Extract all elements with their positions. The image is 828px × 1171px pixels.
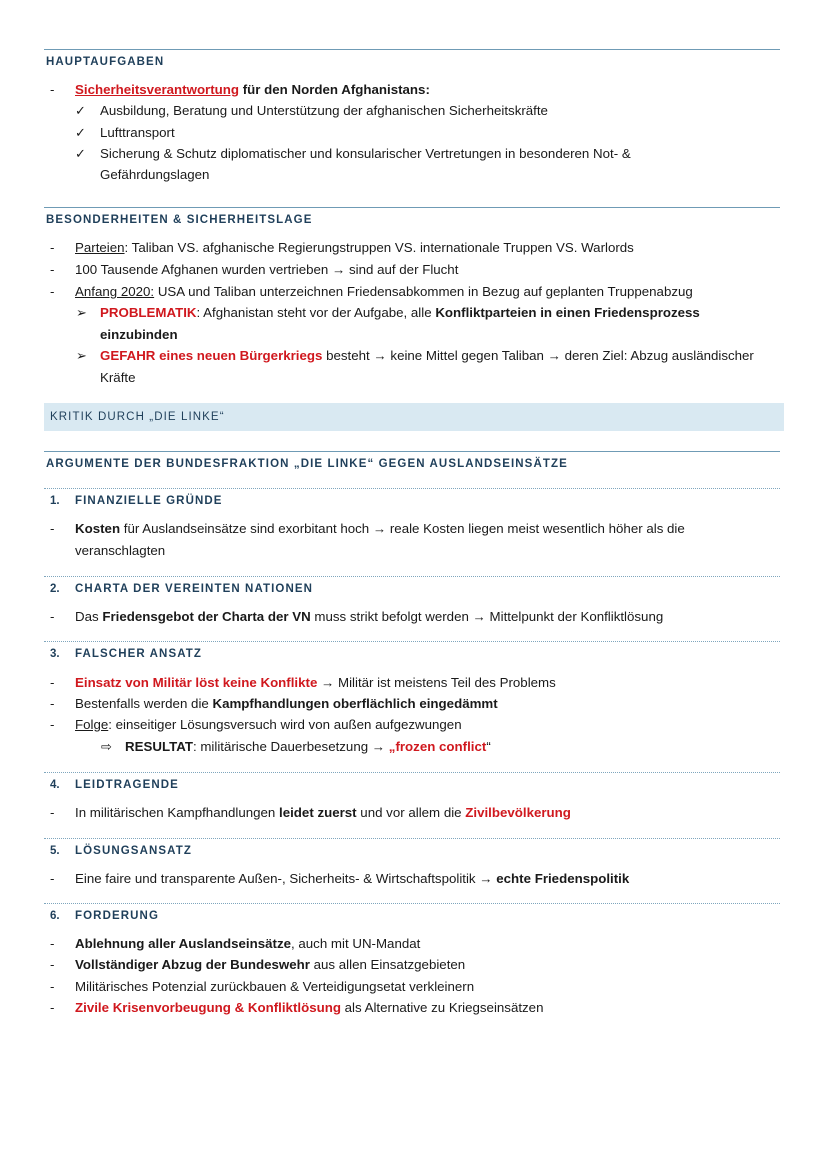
dotted-rule xyxy=(44,772,780,773)
section-rule xyxy=(44,49,780,50)
bullet-dash: - xyxy=(50,284,55,299)
outline-arrow-icon: ⇨ xyxy=(101,739,112,754)
dotted-rule xyxy=(44,838,780,839)
list-item: Lufttransport xyxy=(100,125,175,140)
bullet-dash: - xyxy=(50,957,55,972)
chapter-title: KRITIK DURCH „DIE LINKE“ xyxy=(50,411,225,423)
bestenfalls-line: Bestenfalls werden die Kampfhandlungen oberflächlich eingedämmt xyxy=(75,696,498,711)
bullet-dash: - xyxy=(50,936,55,951)
forderung-line: Ablehnung aller Auslandseinsätze, auch mit UN-Mandat xyxy=(75,936,421,951)
einsatz-line: Einsatz von Militär löst keine Konflikte → Militär ist meistens Teil des Problems xyxy=(75,675,556,690)
heading-number: 1. xyxy=(50,495,60,507)
subheading-forderung: FORDERUNG xyxy=(75,910,160,922)
problematik-continuation: einzubinden xyxy=(100,327,178,342)
arrowhead-bullet-icon: ➢ xyxy=(76,348,87,363)
bullet-dash: - xyxy=(50,521,55,536)
forderung-line: Zivile Krisenvorbeugung & Konfliktlösung als Alternative zu Kriegseinsätzen xyxy=(75,1000,544,1015)
kosten-continuation: veranschlagten xyxy=(75,543,166,558)
bullet-dash: - xyxy=(50,805,55,820)
list-item-continuation: Gefährdungslagen xyxy=(100,167,210,182)
dotted-rule xyxy=(44,576,780,577)
bullet-dash: - xyxy=(50,717,55,732)
section-title-besonderheiten: BESONDERHEITEN & SICHERHEITSLAGE xyxy=(46,214,313,226)
kosten-line: Kosten für Auslandseinsätze sind exorbitant hoch → reale Kosten liegen meist wesentlich höher als die xyxy=(75,521,685,536)
anfang-2020-line: Anfang 2020: USA und Taliban unterzeichnen Friedensabkommen in Bezug auf geplanten Truppenabzug xyxy=(75,284,693,299)
forderung-line: Militärisches Potenzial zurückbauen & Verteidigungsetat verkleinern xyxy=(75,979,475,994)
arrowhead-bullet-icon: ➢ xyxy=(76,305,87,320)
heading-number: 6. xyxy=(50,910,60,922)
heading-number: 2. xyxy=(50,583,60,595)
bullet-dash: - xyxy=(50,871,55,886)
bullet-dash: - xyxy=(50,609,55,624)
heading-number: 5. xyxy=(50,845,60,857)
section-title-hauptaufgaben: HAUPTAUFGABEN xyxy=(46,56,165,68)
folge-line: Folge: einseitiger Lösungsversuch wird von außen aufgezwungen xyxy=(75,717,462,732)
checkmark-icon: ✓ xyxy=(75,103,86,118)
parteien-line: Parteien: Taliban VS. afghanische Regierungstruppen VS. internationale Truppen VS. Warlords xyxy=(75,240,634,255)
dotted-rule xyxy=(44,641,780,642)
heading-number: 3. xyxy=(50,648,60,660)
list-item: Sicherung & Schutz diplomatischer und konsularischer Vertretungen in besonderen Not- & xyxy=(100,146,631,161)
subheading-finanzielle-gruende: FINANZIELLE GRÜNDE xyxy=(75,495,223,507)
subheading-leidtragende: LEIDTRAGENDE xyxy=(75,779,179,791)
subheading-loesungsansatz: LÖSUNGSANSATZ xyxy=(75,845,192,857)
bullet-dash: - xyxy=(50,696,55,711)
problematik-line: PROBLEMATIK: Afghanistan steht vor der Aufgabe, alle Konfliktparteien in einen Friedensprozess xyxy=(100,305,700,320)
dotted-rule xyxy=(44,903,780,904)
bullet-dash: - xyxy=(50,82,55,97)
charta-line: Das Friedensgebot der Charta der VN muss strikt befolgt werden → Mittelpunkt der Konfliktlösung xyxy=(75,609,664,624)
vertrieben-line: 100 Tausende Afghanen wurden vertrieben → sind auf der Flucht xyxy=(75,262,459,277)
forderung-line: Vollständiger Abzug der Bundeswehr aus allen Einsatzgebieten xyxy=(75,957,466,972)
bullet-dash: - xyxy=(50,262,55,277)
dotted-rule xyxy=(44,488,780,489)
heading-number: 4. xyxy=(50,779,60,791)
checkmark-icon: ✓ xyxy=(75,125,86,140)
gefahr-line: GEFAHR eines neuen Bürgerkriegs besteht → keine Mittel gegen Taliban → deren Ziel: Abzug ausländischer xyxy=(100,348,754,363)
resultat-line: RESULTAT: militärische Dauerbesetzung → „frozen conflict“ xyxy=(125,739,491,754)
bullet-dash: - xyxy=(50,1000,55,1015)
loesungsansatz-line: Eine faire und transparente Außen-, Sicherheits- & Wirtschaftspolitik → echte Friedenspolitik xyxy=(75,871,630,886)
list-item: Ausbildung, Beratung und Unterstützung der afghanischen Sicherheitskräfte xyxy=(100,103,548,118)
hauptaufgaben-lead: Sicherheitsverantwortung für den Norden Afghanistans: xyxy=(75,82,430,97)
subheading-charta: CHARTA DER VEREINTEN NATIONEN xyxy=(75,583,314,595)
section-rule xyxy=(44,207,780,208)
bullet-dash: - xyxy=(50,979,55,994)
leidtragende-line: In militärischen Kampfhandlungen leidet zuerst und vor allem die Zivilbevölkerung xyxy=(75,805,571,820)
bullet-dash: - xyxy=(50,675,55,690)
section-title-argumente: ARGUMENTE DER BUNDESFRAKTION „DIE LINKE“ GEGEN AUSLANDSEINSÄTZE xyxy=(46,458,568,470)
subheading-falscher-ansatz: FALSCHER ANSATZ xyxy=(75,648,203,660)
gefahr-continuation: Kräfte xyxy=(100,370,136,385)
bullet-dash: - xyxy=(50,240,55,255)
checkmark-icon: ✓ xyxy=(75,146,86,161)
section-rule xyxy=(44,451,780,452)
